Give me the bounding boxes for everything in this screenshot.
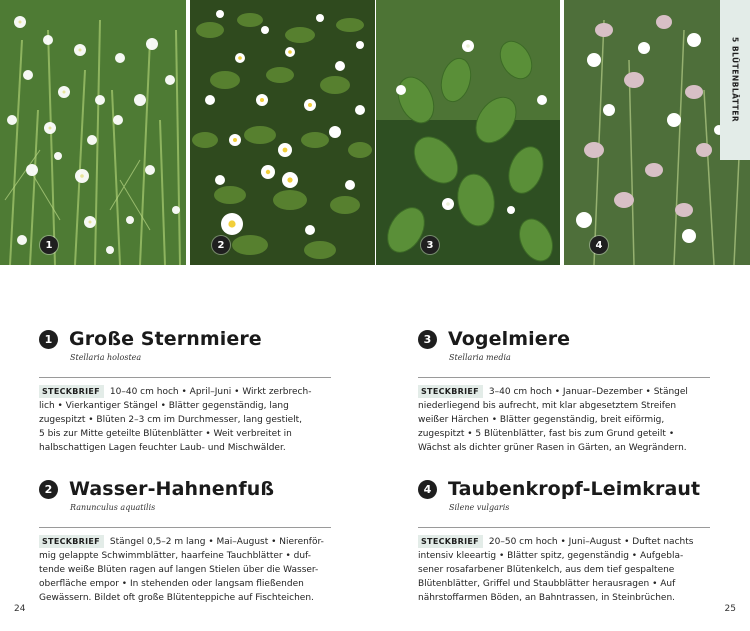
description-line: weißer Härchen • Blätter gegenständig, breit eiförmig,	[418, 415, 665, 425]
entry-number: 2	[39, 480, 58, 499]
section-tab-label: 5 BLÜTENBLÄTTER	[730, 37, 740, 123]
entry-greater-stitchwort	[39, 326, 331, 455]
photo-number-badge: 2	[212, 236, 230, 254]
photo-number-badge: 1	[40, 236, 58, 254]
photo-greater-stitchwort	[0, 0, 186, 265]
description-line: 3–40 cm hoch • Januar–Dezember • Stängel	[488, 387, 688, 397]
divider	[39, 527, 331, 528]
description-line: Stängel 0,5–2 m lang • Mai–August • Nierenför-	[109, 537, 324, 547]
divider	[39, 377, 331, 378]
description-line: zugespitzt • Blüten 2–3 cm im Durchmesser, lang gestielt,	[39, 415, 303, 425]
entry-water-crowfoot	[39, 476, 331, 605]
entry-description	[39, 535, 331, 605]
entry-description	[418, 385, 710, 455]
entry-latin-name: Stellaria holostea	[70, 353, 142, 362]
description-line: oberfläche empor • In stehenden oder langsam fließenden	[39, 579, 304, 589]
description-line: 5 bis zur Mitte geteilte Blütenblätter • Weit verbreitet in	[39, 429, 292, 439]
description-line: lich • Vierkantiger Stängel • Blätter gegenständig, lang	[39, 401, 289, 411]
entry-number: 4	[418, 480, 437, 499]
description-line: halbschattigen Lagen feuchter Laub- und Mischwälder.	[39, 443, 286, 453]
description-line: Gewässern. Bildet oft große Blütenteppiche auf Fischteichen.	[39, 593, 314, 603]
entry-bladder-campion	[418, 476, 710, 605]
description-line: niederliegend bis aufrecht, mit klar abgesetztem Streifen	[418, 401, 677, 411]
entry-description	[39, 385, 331, 455]
entry-latin-name: Silene vulgaris	[449, 503, 510, 512]
description-line: zugespitzt • 5 Blütenblätter, fast bis zum Grund geteilt •	[418, 429, 675, 439]
photo-water-crowfoot	[190, 0, 375, 265]
photo-number-badge: 4	[590, 236, 608, 254]
entry-heading	[39, 326, 331, 352]
entry-heading	[39, 476, 331, 502]
entry-title: Große Sternmiere	[69, 328, 262, 350]
steckbrief-label: STECKBRIEF	[418, 385, 483, 398]
description-line: 10–40 cm hoch • April–Juni • Wirkt zerbrech-	[109, 387, 312, 397]
entry-number: 3	[418, 330, 437, 349]
description-line: nährstoffarmen Böden, an Bahntrassen, in Steinbrüchen.	[418, 593, 676, 603]
entry-description	[418, 535, 710, 605]
steckbrief-label: STECKBRIEF	[418, 535, 483, 548]
steckbrief-label: STECKBRIEF	[39, 535, 104, 548]
photo-chickweed	[376, 0, 560, 265]
description-line: Blütenblätter, Griffel und Staubblätter herausragen • Auf	[418, 579, 676, 589]
divider	[418, 527, 710, 528]
entry-chickweed	[418, 326, 710, 455]
water-crowfoot-photo	[190, 0, 375, 265]
chickweed-photo	[376, 0, 560, 265]
entry-latin-name: Ranunculus aquatilis	[70, 503, 156, 512]
entry-title: Wasser-Hahnenfuß	[69, 478, 275, 500]
entry-title: Taubenkropf-Leimkraut	[448, 478, 701, 500]
description-line: intensiv kleeartig • Blätter spitz, gegenständig • Aufgebla-	[418, 551, 684, 561]
steckbrief-label: STECKBRIEF	[39, 385, 104, 398]
section-tab	[720, 0, 750, 160]
divider	[418, 377, 710, 378]
entry-number: 1	[39, 330, 58, 349]
greater-stitchwort-photo	[0, 0, 186, 265]
entry-title: Vogelmiere	[448, 328, 571, 350]
entry-heading	[418, 326, 710, 352]
photo-bladder-campion	[564, 0, 750, 265]
description-line: Wächst als dichter grüner Rasen in Gärten, an Wegrändern.	[418, 443, 687, 453]
description-line: 20–50 cm hoch • Juni–August • Duftet nachts	[488, 537, 694, 547]
page-number-left: 24	[14, 604, 26, 614]
description-line: sener rosafarbener Blütenkelch, aus dem tief gespaltene	[418, 565, 675, 575]
photo-number-badge: 3	[421, 236, 439, 254]
entry-heading	[418, 476, 710, 502]
photo-strip	[0, 0, 750, 265]
description-line: tende weiße Blüten ragen auf langen Stielen über die Wasser-	[39, 565, 319, 575]
description-line: mig gelappte Schwimmblätter, haarfeine Tauchblätter • duf-	[39, 551, 311, 561]
entry-latin-name: Stellaria media	[449, 353, 511, 362]
page-number-right: 25	[724, 604, 736, 614]
